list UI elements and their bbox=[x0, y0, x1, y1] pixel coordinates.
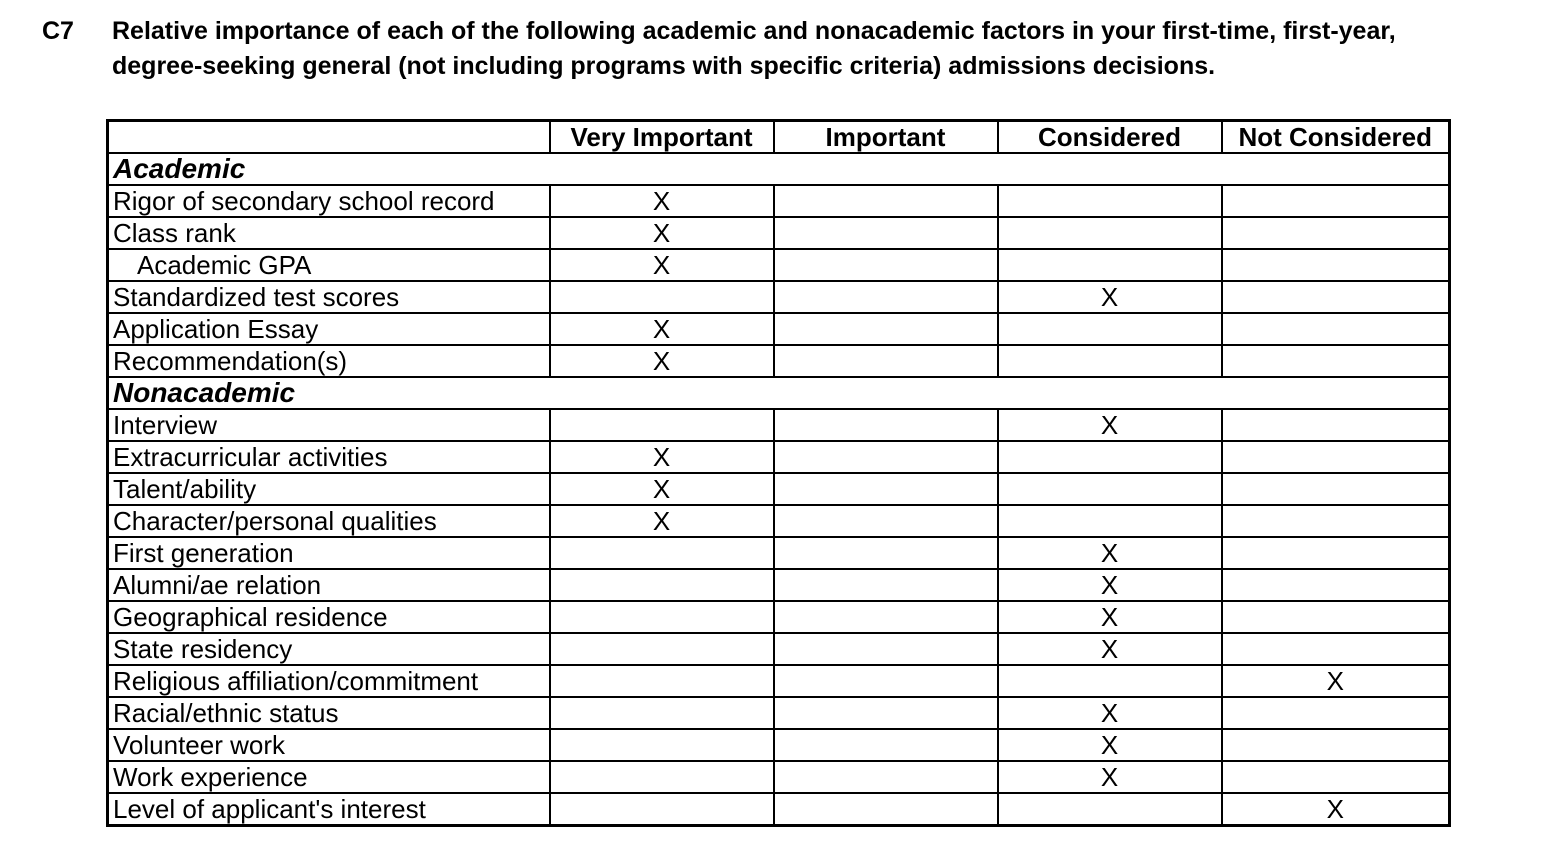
importance-mark-cell: X bbox=[1222, 793, 1450, 826]
importance-mark-cell bbox=[550, 537, 774, 569]
importance-mark-cell bbox=[550, 633, 774, 665]
importance-mark-cell: X bbox=[1222, 665, 1450, 697]
importance-mark-cell: X bbox=[998, 601, 1222, 633]
importance-mark-cell bbox=[998, 665, 1222, 697]
table-row bbox=[108, 601, 1450, 633]
importance-mark-cell bbox=[998, 793, 1222, 826]
table-row bbox=[108, 793, 1450, 826]
importance-mark-cell bbox=[1222, 505, 1450, 537]
importance-mark-cell bbox=[998, 249, 1222, 281]
importance-mark-cell bbox=[774, 569, 998, 601]
importance-mark-cell bbox=[550, 281, 774, 313]
importance-mark-cell bbox=[774, 761, 998, 793]
factor-label: Racial/ethnic status bbox=[108, 697, 550, 729]
importance-mark-cell: X bbox=[998, 569, 1222, 601]
importance-mark-cell bbox=[1222, 473, 1450, 505]
importance-mark-cell bbox=[1222, 633, 1450, 665]
factor-label: Character/personal qualities bbox=[108, 505, 550, 537]
importance-mark-cell bbox=[774, 793, 998, 826]
table-row bbox=[108, 537, 1450, 569]
importance-mark-cell bbox=[998, 217, 1222, 249]
factor-label: Religious affiliation/commitment bbox=[108, 665, 550, 697]
factor-label: Level of applicant's interest bbox=[108, 793, 550, 826]
factor-label: Talent/ability bbox=[108, 473, 550, 505]
importance-mark-cell bbox=[550, 409, 774, 441]
table-row bbox=[108, 473, 1450, 505]
importance-mark-cell bbox=[1222, 697, 1450, 729]
importance-mark-cell bbox=[998, 345, 1222, 377]
table-row bbox=[108, 665, 1450, 697]
factor-label: First generation bbox=[108, 537, 550, 569]
section-title: Academic bbox=[108, 153, 1450, 185]
importance-mark-cell bbox=[774, 665, 998, 697]
importance-mark-cell bbox=[550, 665, 774, 697]
section-row-academic bbox=[108, 153, 1450, 185]
factor-label: Standardized test scores bbox=[108, 281, 550, 313]
table-header-row bbox=[108, 121, 1450, 154]
table-row bbox=[108, 345, 1450, 377]
factors-table bbox=[106, 119, 1451, 827]
importance-mark-cell: X bbox=[998, 729, 1222, 761]
importance-mark-cell: X bbox=[550, 185, 774, 217]
importance-mark-cell bbox=[1222, 729, 1450, 761]
importance-mark-cell bbox=[998, 313, 1222, 345]
importance-mark-cell bbox=[550, 569, 774, 601]
table-row bbox=[108, 313, 1450, 345]
importance-mark-cell bbox=[1222, 185, 1450, 217]
section-row-nonacademic bbox=[108, 377, 1450, 409]
factor-column-header bbox=[108, 121, 550, 154]
factor-label: Academic GPA bbox=[108, 249, 550, 281]
importance-mark-cell bbox=[774, 281, 998, 313]
importance-mark-cell bbox=[774, 537, 998, 569]
question-number: C7 bbox=[42, 17, 74, 45]
table-row bbox=[108, 249, 1450, 281]
importance-mark-cell bbox=[1222, 569, 1450, 601]
table-row bbox=[108, 729, 1450, 761]
importance-mark-cell: X bbox=[998, 281, 1222, 313]
table-row bbox=[108, 217, 1450, 249]
column-header-very-important: Very Important bbox=[550, 121, 774, 154]
importance-mark-cell: X bbox=[998, 409, 1222, 441]
importance-mark-cell bbox=[774, 473, 998, 505]
section-title: Nonacademic bbox=[108, 377, 1450, 409]
importance-mark-cell bbox=[774, 505, 998, 537]
importance-mark-cell: X bbox=[550, 505, 774, 537]
importance-mark-cell bbox=[1222, 601, 1450, 633]
question-text: Relative importance of each of the following academic and nonacademic factors in your first-time, first-year, degree-seeking general (not including programs with specific criteria) admissions decisions. bbox=[112, 17, 1396, 80]
table-row bbox=[108, 281, 1450, 313]
importance-mark-cell bbox=[550, 601, 774, 633]
importance-mark-cell: X bbox=[998, 697, 1222, 729]
importance-mark-cell bbox=[774, 409, 998, 441]
importance-mark-cell: X bbox=[998, 537, 1222, 569]
column-header-not-considered: Not Considered bbox=[1222, 121, 1450, 154]
importance-mark-cell bbox=[774, 697, 998, 729]
table-row bbox=[108, 633, 1450, 665]
importance-mark-cell bbox=[774, 185, 998, 217]
table-row bbox=[108, 409, 1450, 441]
factor-label: Work experience bbox=[108, 761, 550, 793]
factor-label: Geographical residence bbox=[108, 601, 550, 633]
importance-mark-cell bbox=[998, 185, 1222, 217]
table-row bbox=[108, 761, 1450, 793]
importance-mark-cell: X bbox=[550, 345, 774, 377]
factor-label: Extracurricular activities bbox=[108, 441, 550, 473]
importance-mark-cell bbox=[998, 473, 1222, 505]
importance-mark-cell bbox=[774, 633, 998, 665]
importance-mark-cell: X bbox=[550, 217, 774, 249]
table-row bbox=[108, 185, 1450, 217]
importance-mark-cell bbox=[550, 729, 774, 761]
factor-label: State residency bbox=[108, 633, 550, 665]
table-body bbox=[108, 153, 1450, 826]
importance-mark-cell: X bbox=[998, 761, 1222, 793]
importance-mark-cell bbox=[774, 249, 998, 281]
importance-mark-cell bbox=[1222, 441, 1450, 473]
importance-mark-cell bbox=[1222, 409, 1450, 441]
table-row bbox=[108, 441, 1450, 473]
importance-mark-cell bbox=[774, 313, 998, 345]
table-row bbox=[108, 697, 1450, 729]
importance-mark-cell: X bbox=[550, 313, 774, 345]
importance-mark-cell bbox=[1222, 345, 1450, 377]
importance-mark-cell bbox=[774, 729, 998, 761]
importance-mark-cell: X bbox=[550, 473, 774, 505]
factor-label: Alumni/ae relation bbox=[108, 569, 550, 601]
factor-label: Rigor of secondary school record bbox=[108, 185, 550, 217]
importance-mark-cell: X bbox=[550, 441, 774, 473]
importance-mark-cell bbox=[1222, 761, 1450, 793]
importance-mark-cell bbox=[550, 761, 774, 793]
factor-label: Recommendation(s) bbox=[108, 345, 550, 377]
importance-mark-cell bbox=[1222, 537, 1450, 569]
importance-mark-cell bbox=[998, 441, 1222, 473]
importance-mark-cell bbox=[774, 601, 998, 633]
importance-mark-cell bbox=[1222, 281, 1450, 313]
factor-label: Application Essay bbox=[108, 313, 550, 345]
importance-mark-cell bbox=[1222, 217, 1450, 249]
column-header-important: Important bbox=[774, 121, 998, 154]
importance-mark-cell bbox=[774, 217, 998, 249]
importance-mark-cell bbox=[1222, 313, 1450, 345]
factor-label: Interview bbox=[108, 409, 550, 441]
factor-label: Class rank bbox=[108, 217, 550, 249]
importance-mark-cell: X bbox=[998, 633, 1222, 665]
table-row bbox=[108, 505, 1450, 537]
importance-mark-cell bbox=[550, 793, 774, 826]
importance-mark-cell bbox=[1222, 249, 1450, 281]
importance-mark-cell bbox=[774, 345, 998, 377]
column-header-considered: Considered bbox=[998, 121, 1222, 154]
table-row bbox=[108, 569, 1450, 601]
importance-mark-cell bbox=[998, 505, 1222, 537]
importance-mark-cell bbox=[774, 441, 998, 473]
factor-label: Volunteer work bbox=[108, 729, 550, 761]
importance-mark-cell bbox=[550, 697, 774, 729]
importance-mark-cell: X bbox=[550, 249, 774, 281]
